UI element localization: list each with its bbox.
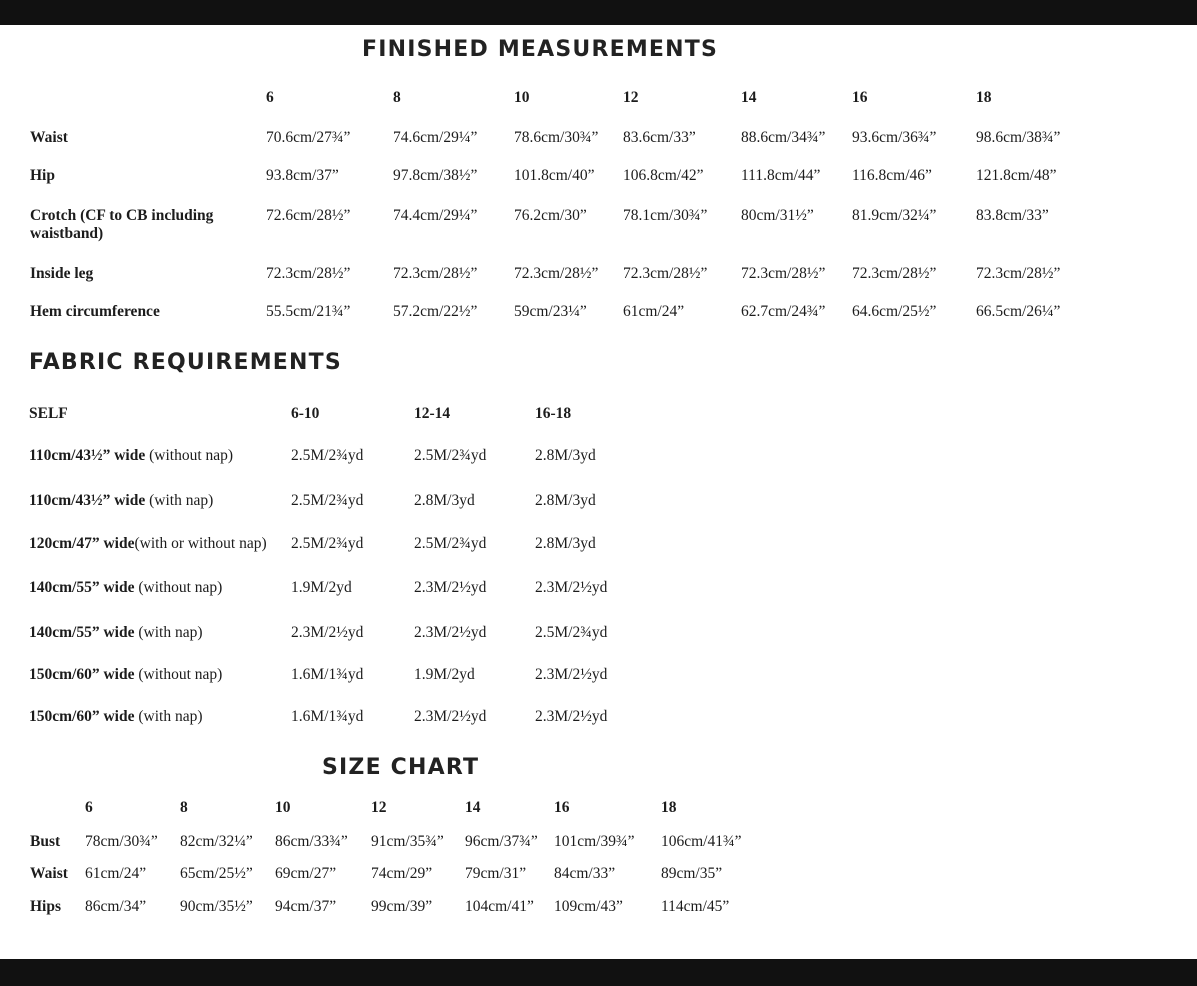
- fabric-width: 140cm/55” wide: [29, 624, 135, 641]
- nap-note: (with nap): [134, 624, 203, 641]
- row-label: Hips: [30, 898, 62, 915]
- size-range-header: 6-10: [291, 405, 320, 422]
- table-cell: 70.6cm/27¾”: [266, 129, 351, 146]
- table-cell: 61cm/24”: [623, 303, 685, 320]
- table-cell: 2.8M/3yd: [535, 492, 596, 509]
- nap-note: (with nap): [134, 708, 203, 725]
- table-cell: 82cm/32¼”: [180, 833, 253, 850]
- table-cell: 121.8cm/48”: [976, 167, 1057, 184]
- table-cell: 61cm/24”: [85, 865, 147, 882]
- nap-note: (without nap): [145, 447, 234, 464]
- fabric-width-label: [29, 708, 203, 726]
- table-cell: 72.3cm/28½”: [266, 265, 351, 282]
- fabric-width: 150cm/60” wide: [29, 708, 135, 725]
- fabric-width: 110cm/43½” wide: [29, 492, 146, 509]
- table-cell: 2.3M/2½yd: [535, 579, 608, 596]
- fabric-width-label: [29, 447, 233, 465]
- table-cell: 98.6cm/38¾”: [976, 129, 1061, 146]
- table-cell: 84cm/33”: [554, 865, 616, 882]
- size-header: 16: [554, 799, 570, 816]
- nap-note: (with or without nap): [134, 535, 267, 552]
- table-cell: 72.6cm/28½”: [266, 207, 351, 224]
- fabric-requirements-title: FABRIC REQUIREMENTS: [29, 350, 342, 375]
- fabric-width: 150cm/60” wide: [29, 666, 135, 683]
- size-range-header: 12-14: [414, 405, 451, 422]
- table-cell: 69cm/27”: [275, 865, 337, 882]
- table-cell: 99cm/39”: [371, 898, 433, 915]
- table-cell: 101cm/39¾”: [554, 833, 635, 850]
- table-cell: 81.9cm/32¼”: [852, 207, 937, 224]
- table-cell: 2.3M/2½yd: [414, 708, 487, 725]
- nap-note: (with nap): [145, 492, 214, 509]
- fabric-width: 110cm/43½” wide: [29, 447, 146, 464]
- row-label: Hem circumference: [30, 303, 160, 320]
- table-cell: 111.8cm/44”: [741, 167, 821, 184]
- row-label: Waist: [30, 129, 68, 146]
- table-cell: 2.5M/2¾yd: [414, 535, 487, 552]
- size-header: 6: [266, 89, 274, 106]
- size-header: 10: [275, 799, 291, 816]
- table-cell: 2.8M/3yd: [414, 492, 475, 509]
- table-cell: 97.8cm/38½”: [393, 167, 478, 184]
- table-cell: 86cm/33¾”: [275, 833, 348, 850]
- fabric-width-label: [29, 492, 213, 510]
- table-cell: 74cm/29”: [371, 865, 433, 882]
- top-border-bar: [0, 0, 1197, 25]
- size-header: 8: [180, 799, 188, 816]
- size-header: 18: [976, 89, 992, 106]
- size-header: 12: [371, 799, 387, 816]
- table-cell: 83.6cm/33”: [623, 129, 696, 146]
- table-cell: 2.8M/3yd: [535, 535, 596, 552]
- table-cell: 79cm/31”: [465, 865, 527, 882]
- table-cell: 72.3cm/28½”: [623, 265, 708, 282]
- table-cell: 106cm/41¾”: [661, 833, 742, 850]
- table-cell: 2.3M/2½yd: [414, 624, 487, 641]
- table-cell: 2.8M/3yd: [535, 447, 596, 464]
- size-header: 12: [623, 89, 639, 106]
- row-label: Crotch (CF to CB including waistband): [30, 207, 214, 242]
- table-cell: 116.8cm/46”: [852, 167, 932, 184]
- fabric-header-label: SELF: [29, 405, 68, 422]
- table-cell: 90cm/35½”: [180, 898, 253, 915]
- table-cell: 93.8cm/37”: [266, 167, 339, 184]
- table-cell: 2.5M/2¾yd: [291, 492, 364, 509]
- size-header: 10: [514, 89, 530, 106]
- table-cell: 72.3cm/28½”: [393, 265, 478, 282]
- table-cell: 2.3M/2½yd: [535, 666, 608, 683]
- table-cell: 91cm/35¾”: [371, 833, 444, 850]
- table-cell: 94cm/37”: [275, 898, 337, 915]
- table-cell: 106.8cm/42”: [623, 167, 704, 184]
- table-cell: 2.3M/2½yd: [414, 579, 487, 596]
- table-cell: 93.6cm/36¾”: [852, 129, 937, 146]
- size-range-header: 16-18: [535, 405, 572, 422]
- fabric-width-label: [29, 579, 222, 597]
- finished-measurements-title: FINISHED MEASUREMENTS: [362, 37, 719, 62]
- table-cell: 76.2cm/30”: [514, 207, 587, 224]
- fabric-width-label: [29, 624, 203, 642]
- table-cell: 2.5M/2¾yd: [414, 447, 487, 464]
- table-cell: 2.3M/2½yd: [291, 624, 364, 641]
- table-cell: 1.9M/2yd: [291, 579, 352, 596]
- table-cell: 104cm/41”: [465, 898, 534, 915]
- nap-note: (without nap): [134, 666, 223, 683]
- size-header: 14: [741, 89, 757, 106]
- table-cell: 2.5M/2¾yd: [291, 535, 364, 552]
- table-cell: 83.8cm/33”: [976, 207, 1049, 224]
- table-cell: 1.6M/1¾yd: [291, 666, 364, 683]
- table-cell: 72.3cm/28½”: [741, 265, 826, 282]
- row-label: Waist: [30, 865, 68, 882]
- table-cell: 62.7cm/24¾”: [741, 303, 826, 320]
- table-cell: 78.1cm/30¾”: [623, 207, 708, 224]
- table-cell: 65cm/25½”: [180, 865, 253, 882]
- size-header: 6: [85, 799, 93, 816]
- table-cell: 86cm/34”: [85, 898, 147, 915]
- table-cell: 72.3cm/28½”: [852, 265, 937, 282]
- table-cell: 72.3cm/28½”: [514, 265, 599, 282]
- table-cell: 66.5cm/26¼”: [976, 303, 1061, 320]
- size-header: 16: [852, 89, 868, 106]
- fabric-width-label: [29, 535, 267, 553]
- table-cell: 59cm/23¼”: [514, 303, 587, 320]
- table-cell: 2.3M/2½yd: [535, 708, 608, 725]
- row-label: Hip: [30, 167, 55, 184]
- table-cell: 1.9M/2yd: [414, 666, 475, 683]
- table-cell: 78.6cm/30¾”: [514, 129, 599, 146]
- fabric-width: 120cm/47” wide: [29, 535, 135, 552]
- table-cell: 88.6cm/34¾”: [741, 129, 826, 146]
- table-cell: 74.4cm/29¼”: [393, 207, 478, 224]
- table-cell: 64.6cm/25½”: [852, 303, 937, 320]
- table-cell: 78cm/30¾”: [85, 833, 158, 850]
- table-cell: 101.8cm/40”: [514, 167, 595, 184]
- table-cell: 80cm/31½”: [741, 207, 814, 224]
- size-header: 8: [393, 89, 401, 106]
- size-chart-title: SIZE CHART: [322, 755, 480, 780]
- fabric-width: 140cm/55” wide: [29, 579, 135, 596]
- table-cell: 1.6M/1¾yd: [291, 708, 364, 725]
- size-header: 18: [661, 799, 677, 816]
- table-cell: 2.5M/2¾yd: [535, 624, 608, 641]
- table-cell: 55.5cm/21¾”: [266, 303, 351, 320]
- table-cell: 57.2cm/22½”: [393, 303, 478, 320]
- bottom-border-bar: [0, 959, 1197, 986]
- table-cell: 96cm/37¾”: [465, 833, 538, 850]
- table-cell: 109cm/43”: [554, 898, 623, 915]
- row-label: Bust: [30, 833, 61, 850]
- row-label: Inside leg: [30, 265, 94, 282]
- table-cell: 72.3cm/28½”: [976, 265, 1061, 282]
- table-cell: 74.6cm/29¼”: [393, 129, 478, 146]
- table-cell: 114cm/45”: [661, 898, 730, 915]
- table-cell: 89cm/35”: [661, 865, 723, 882]
- table-cell: 2.5M/2¾yd: [291, 447, 364, 464]
- nap-note: (without nap): [134, 579, 223, 596]
- fabric-width-label: [29, 666, 222, 684]
- size-header: 14: [465, 799, 481, 816]
